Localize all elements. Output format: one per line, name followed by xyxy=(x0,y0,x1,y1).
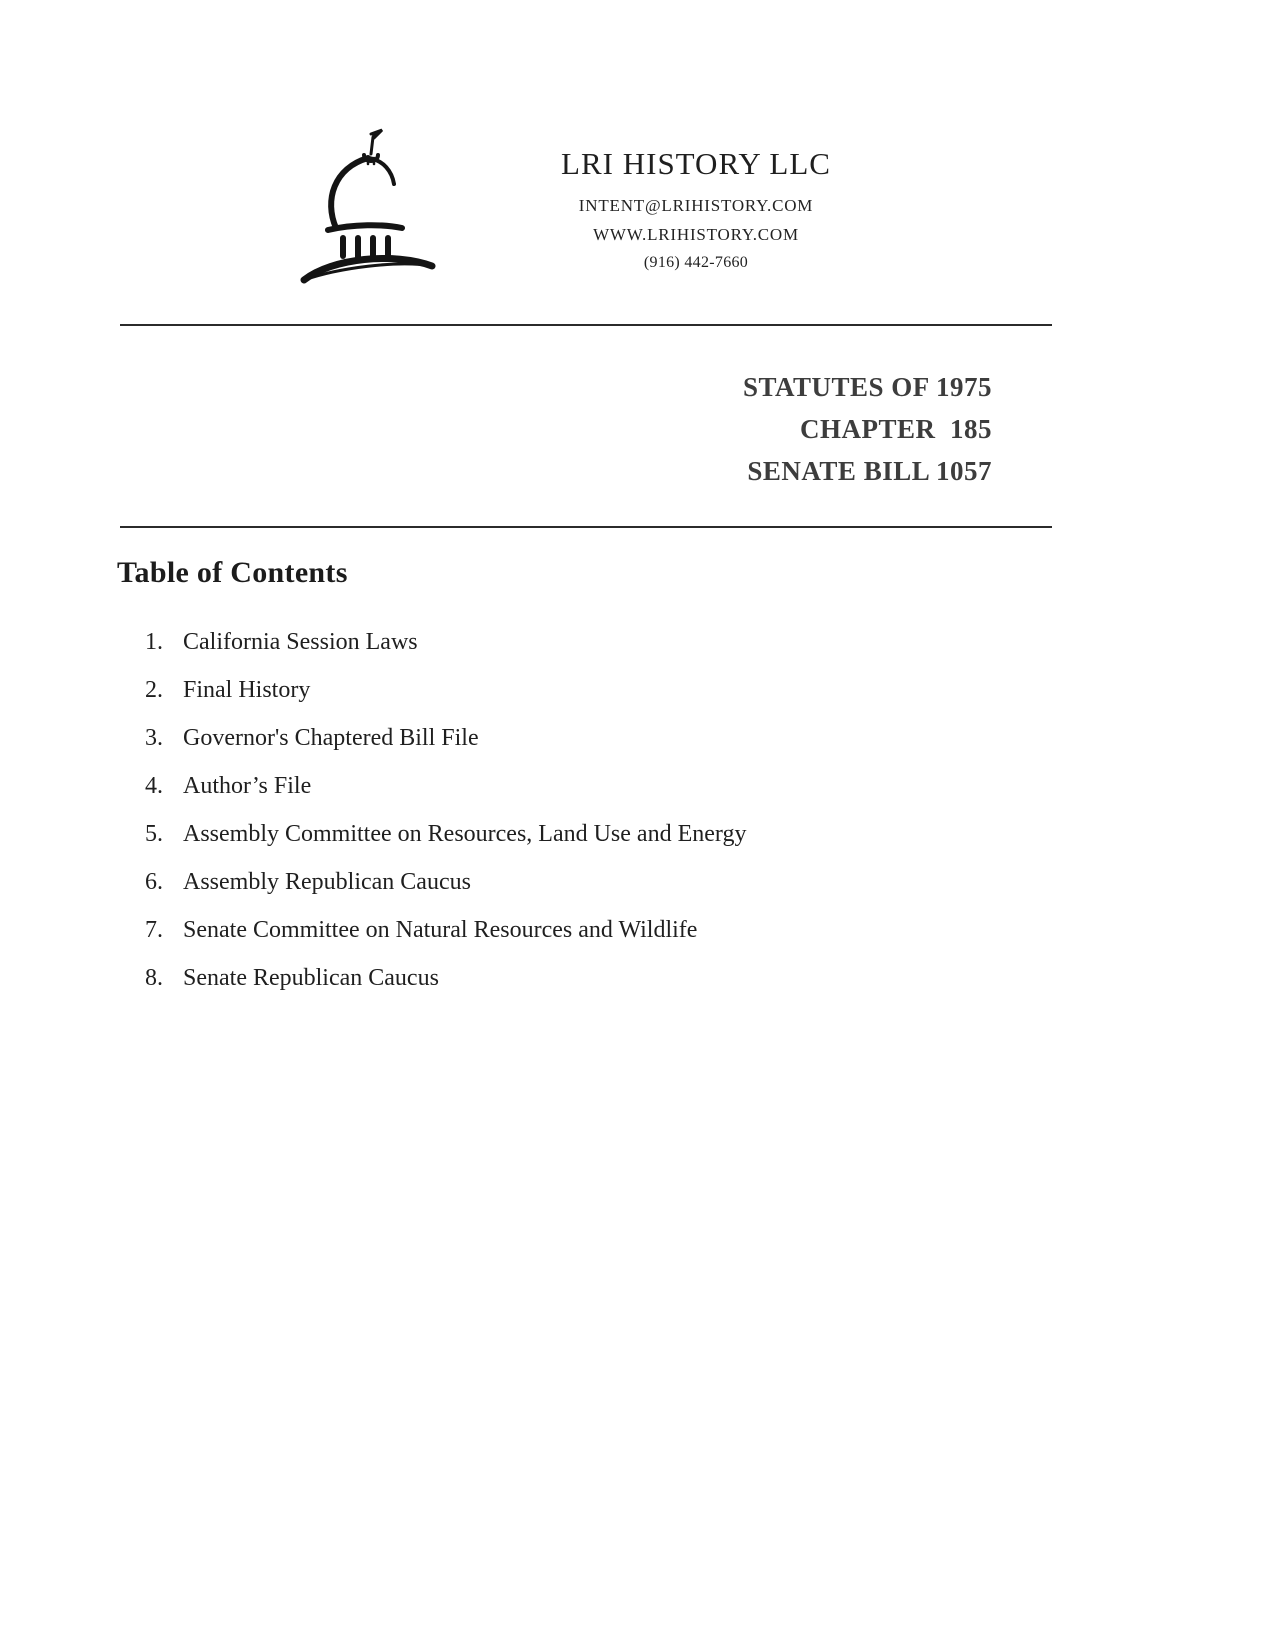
toc-heading: Table of Contents xyxy=(117,556,348,589)
toc-item-label: Assembly Republican Caucus xyxy=(183,869,471,895)
divider-bottom xyxy=(120,526,1052,528)
divider-top xyxy=(120,324,1052,326)
chapter-line: CHAPTER 185 xyxy=(799,414,992,444)
toc-item-number: 1. xyxy=(145,629,163,655)
toc-item-number: 7. xyxy=(145,917,163,943)
toc-item-number: 8. xyxy=(145,965,163,991)
company-email: INTENT@LRIHISTORY.COM xyxy=(578,196,814,215)
capitol-dome-sketch-icon xyxy=(298,128,448,288)
table-of-contents xyxy=(117,556,1057,1012)
toc-item-label: Assembly Committee on Resources, Land Use and Energy xyxy=(183,821,747,847)
toc-item-label: California Session Laws xyxy=(183,629,418,655)
toc-item xyxy=(117,772,1057,800)
toc-item-number: 6. xyxy=(145,869,163,895)
toc-item-number: 3. xyxy=(145,725,163,751)
toc-item xyxy=(117,964,1057,992)
statute-title-block xyxy=(743,366,992,492)
toc-item-label: Final History xyxy=(183,677,311,703)
letterhead xyxy=(0,0,1276,288)
senate-bill-line: SENATE BILL 1057 xyxy=(747,456,992,486)
company-name: LRI HISTORY LLC xyxy=(561,146,831,181)
toc-item-number: 4. xyxy=(145,773,163,799)
company-website: WWW.LRIHISTORY.COM xyxy=(593,225,799,244)
statutes-line: STATUTES OF 1975 xyxy=(742,372,992,402)
toc-item xyxy=(117,628,1057,656)
toc-item xyxy=(117,676,1057,704)
toc-item-label: Governor's Chaptered Bill File xyxy=(183,725,479,751)
toc-item xyxy=(117,916,1057,944)
company-logo xyxy=(298,128,448,288)
toc-item-number: 2. xyxy=(145,677,163,703)
toc-item-label: Senate Committee on Natural Resources and Wildlife xyxy=(183,917,698,943)
toc-list xyxy=(117,628,1057,992)
toc-item xyxy=(117,868,1057,896)
toc-item-number: 5. xyxy=(145,821,163,847)
toc-item-label: Author’s File xyxy=(183,773,312,799)
toc-item xyxy=(117,724,1057,752)
toc-item xyxy=(117,820,1057,848)
letterhead-text xyxy=(486,146,906,272)
company-phone: (916) 442-7660 xyxy=(643,254,749,271)
toc-item-label: Senate Republican Caucus xyxy=(183,965,439,991)
